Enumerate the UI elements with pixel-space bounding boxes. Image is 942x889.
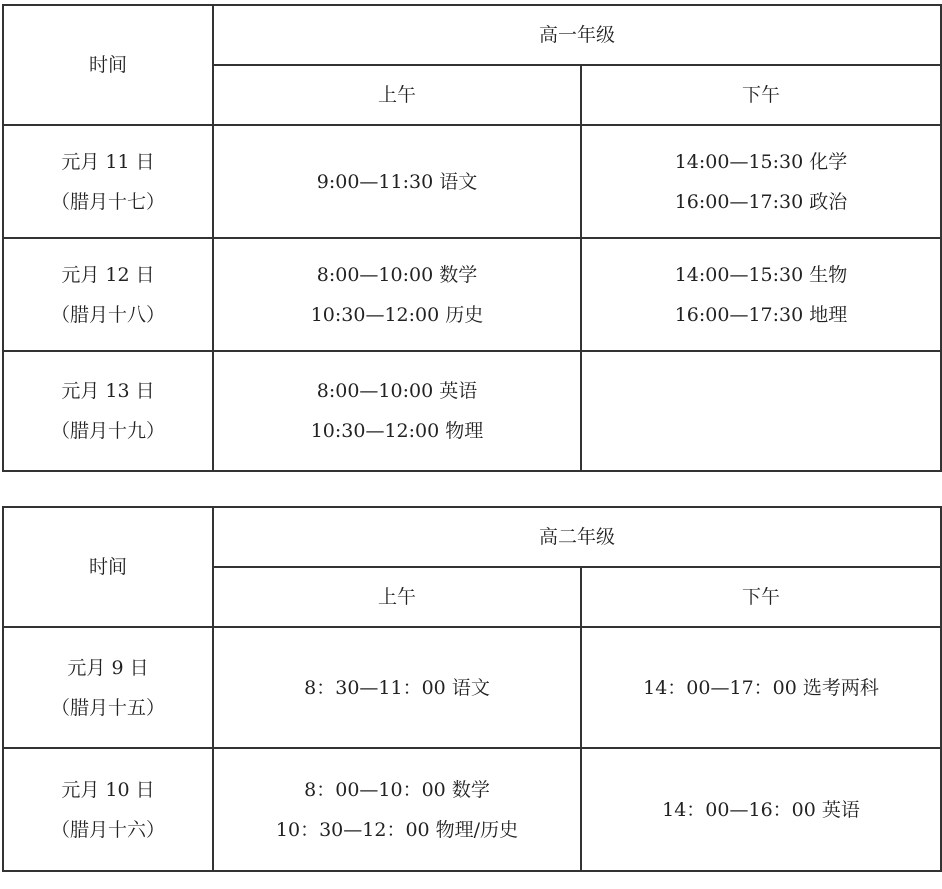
table-row bbox=[3, 627, 941, 748]
grade-header: 高一年级 bbox=[213, 5, 941, 65]
lunar-date-label: （腊月十九） bbox=[50, 420, 165, 442]
afternoon-cell bbox=[581, 238, 941, 351]
afternoon-cell bbox=[581, 627, 941, 748]
date-label: 元月 9 日 bbox=[67, 656, 149, 679]
header-row bbox=[3, 5, 941, 65]
afternoon-cell bbox=[581, 125, 941, 238]
grade-10-schedule-table bbox=[2, 4, 942, 472]
lunar-date-label: （腊月十五） bbox=[50, 696, 165, 719]
exam-slot: 8：30—11：00 语文 bbox=[304, 676, 490, 699]
time-header: 时间 bbox=[3, 507, 213, 627]
exam-slot: 16:00—17:30 政治 bbox=[674, 190, 848, 213]
afternoon-cell-empty bbox=[581, 351, 941, 471]
date-cell bbox=[3, 351, 213, 471]
exam-slot: 10：30—12：00 物理/历史 bbox=[275, 818, 519, 841]
time-header: 时间 bbox=[3, 5, 213, 125]
afternoon-header: 下午 bbox=[581, 65, 941, 125]
exam-slot: 8：00—10：00 数学 bbox=[304, 778, 490, 801]
date-label: 元月 10 日 bbox=[61, 778, 155, 801]
exam-slot: 10:30—12:00 物理 bbox=[310, 420, 484, 442]
header-row bbox=[3, 507, 941, 567]
exam-slot: 10:30—12:00 历史 bbox=[310, 303, 484, 326]
date-label: 元月 11 日 bbox=[61, 150, 155, 173]
date-label: 元月 12 日 bbox=[61, 263, 155, 286]
exam-slot: 9:00—11:30 语文 bbox=[316, 170, 478, 193]
lunar-date-label: （腊月十六） bbox=[50, 818, 165, 841]
date-cell bbox=[3, 238, 213, 351]
morning-header: 上午 bbox=[213, 567, 581, 627]
date-cell bbox=[3, 125, 213, 238]
table-row bbox=[3, 748, 941, 871]
exam-slot: 14：00—17：00 选考两科 bbox=[643, 676, 879, 699]
exam-slot: 8:00—10:00 数学 bbox=[316, 263, 478, 286]
morning-cell bbox=[213, 125, 581, 238]
afternoon-header: 下午 bbox=[581, 567, 941, 627]
table-row bbox=[3, 351, 941, 471]
date-cell bbox=[3, 627, 213, 748]
table-row bbox=[3, 125, 941, 238]
afternoon-cell bbox=[581, 748, 941, 871]
exam-slot: 8:00—10:00 英语 bbox=[316, 380, 478, 402]
table-row bbox=[3, 238, 941, 351]
morning-cell bbox=[213, 238, 581, 351]
exam-slot: 14:00—15:30 生物 bbox=[674, 263, 848, 286]
morning-cell bbox=[213, 748, 581, 871]
exam-slot: 14:00—15:30 化学 bbox=[674, 150, 848, 173]
morning-header: 上午 bbox=[213, 65, 581, 125]
grade-11-schedule-table bbox=[2, 506, 942, 872]
lunar-date-label: （腊月十七） bbox=[50, 190, 165, 213]
date-cell bbox=[3, 748, 213, 871]
exam-slot: 14：00—16：00 英语 bbox=[662, 798, 860, 821]
date-label: 元月 13 日 bbox=[61, 380, 155, 402]
grade-header: 高二年级 bbox=[213, 507, 941, 567]
exam-slot: 16:00—17:30 地理 bbox=[674, 303, 848, 326]
lunar-date-label: （腊月十八） bbox=[50, 303, 165, 326]
morning-cell bbox=[213, 351, 581, 471]
morning-cell bbox=[213, 627, 581, 748]
